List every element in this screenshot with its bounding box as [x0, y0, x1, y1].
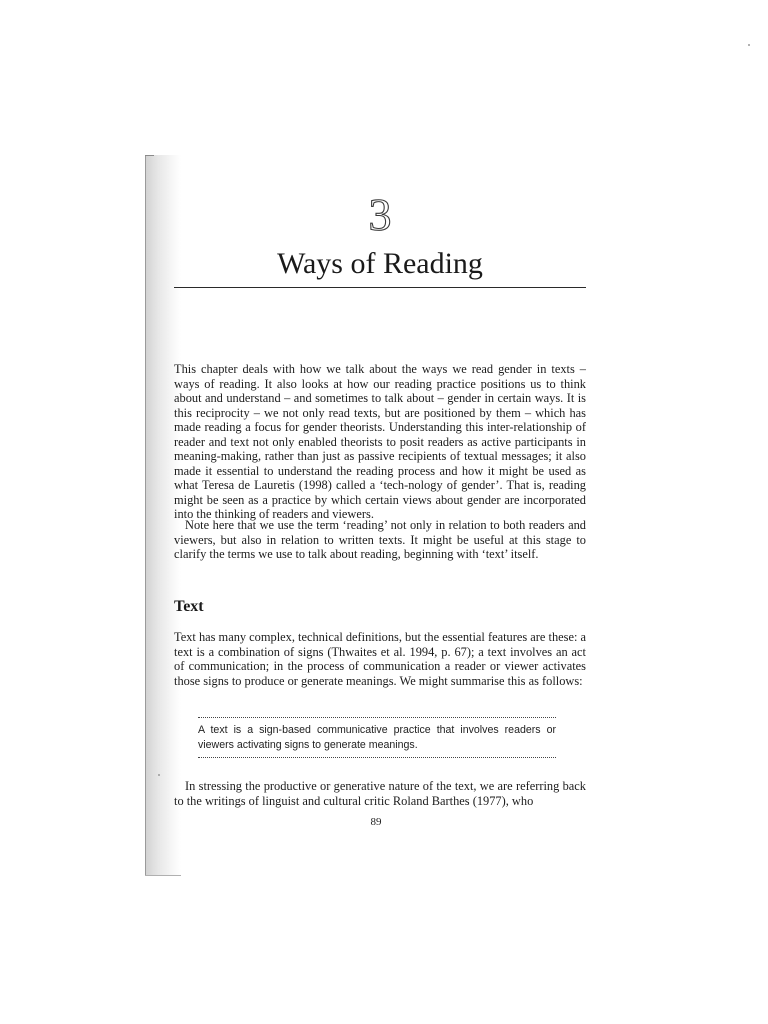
page-bottom-mark [145, 875, 181, 876]
chapter-number: 3 [368, 189, 392, 240]
definition-bottom-rule [198, 757, 556, 758]
title-underline [174, 287, 586, 288]
page-corner-mark [145, 155, 154, 156]
scan-speck [748, 44, 750, 46]
scan-speck [158, 774, 160, 776]
definition-top-rule [198, 717, 556, 718]
section-paragraph: Text has many complex, technical definitions, but the essential features are these: a text is a combination of signs (Thwaites et al. 1994, p. 67); a text involves an act of communication; in the process of communication a reader or viewer activates those signs to produce or generate meanings. We might summarise this as follows: [174, 630, 587, 688]
definition-box: A text is a sign-based communicative practice that involves readers or viewers activating signs to generate meanings. [198, 724, 556, 751]
intro-paragraph: This chapter deals with how we talk about the ways we read gender in texts – ways of reading. It also looks at how our reading practice positions us to think about and understand – and sometimes to talk about – gender in certain ways. It is this reciprocity – we not only read texts, but are positioned by them – which has made reading a focus for gender theorists. Understanding this inter-relationship of reader and text not only enabled theorists to posit readers as active participants in meaning-making, rather than just as passive recipients of textual messages; it also made it essential to understand the reading process and how it might be used as what Teresa de Lauretis (1998) called a ‘tech-nology of gender’. That is, reading might be seen as a practice by which certain views about gender are incorporated into the thinking of readers and viewers. [174, 362, 586, 521]
section-heading: Text [174, 598, 204, 615]
section-paragraph: In stressing the productive or generative nature of the text, we are referring back to the writings of linguist and cultural critic Roland Barthes (1977), who [174, 779, 586, 808]
intro-paragraph: Note here that we use the term ‘reading’ not only in relation to both readers and viewers, but also in relation to written texts. It might be useful at this stage to clarify the terms we use to talk about reading, beginning with ‘text’ itself. [174, 518, 586, 561]
page-number: 89 [370, 816, 382, 828]
chapter-title: Ways of Reading [277, 247, 483, 280]
page-edge-line [145, 155, 146, 875]
